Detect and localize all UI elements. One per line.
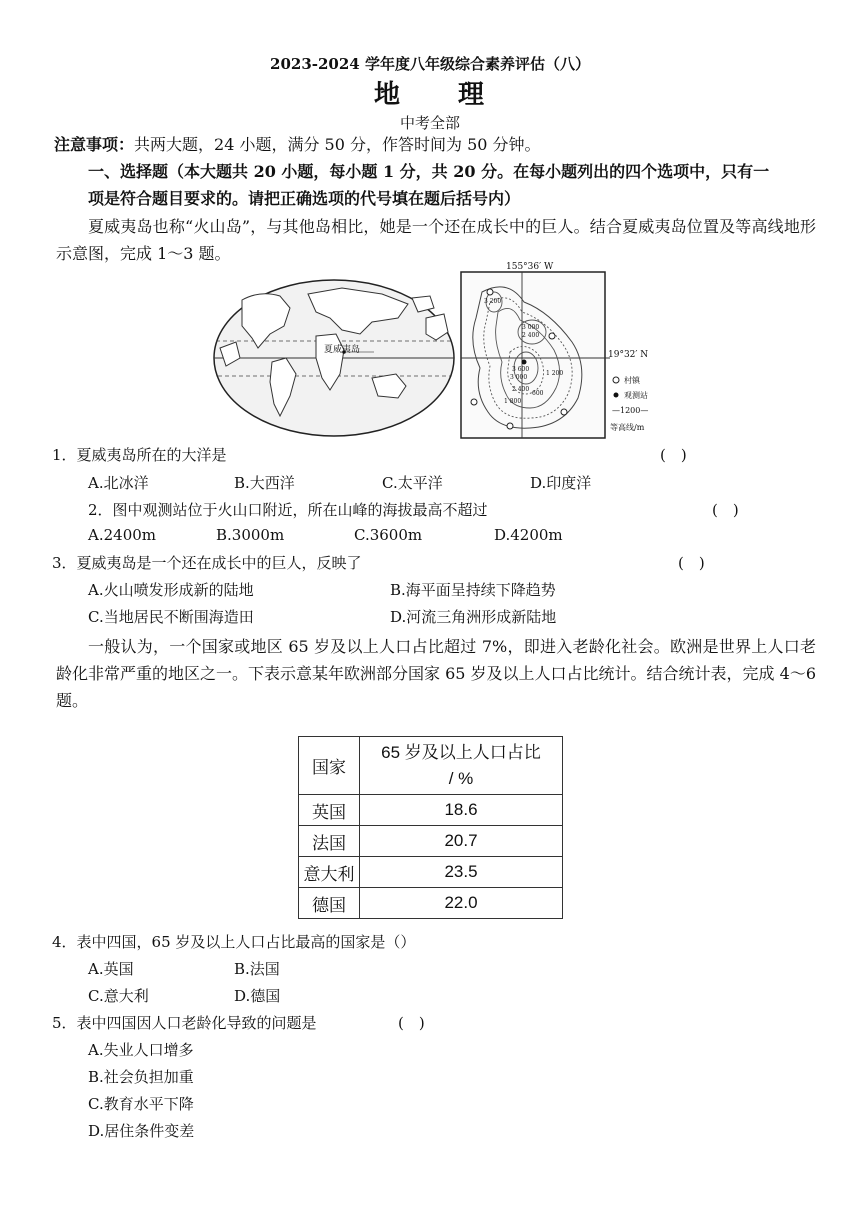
question-4-option-d[interactable]: D.德国 (234, 987, 281, 1005)
question-2-option-a[interactable]: A.2400m (88, 526, 156, 544)
table-row (299, 888, 563, 919)
exam-title: 2023-2024 学年度八年级综合素养评估（八） (270, 55, 590, 73)
table-cell-value: 23.5 (360, 857, 563, 888)
question-3-answer-bracket[interactable]: ( ) (678, 554, 705, 572)
question-2-stem: 2．图中观测站位于火山口附近，所在山峰的海拔最高不超过 (88, 501, 488, 519)
population-table (298, 736, 563, 919)
question-5-answer-bracket[interactable]: ( ) (398, 1014, 425, 1032)
question-5-option-c[interactable]: C.教育水平下降 (88, 1095, 194, 1113)
legend-town-label: 村镇 (624, 376, 640, 385)
table-row (299, 826, 563, 857)
question-1-option-a[interactable]: A.北冰洋 (88, 474, 149, 492)
population-table-grid (298, 736, 563, 919)
question-3-option-a[interactable]: A.火山喷发形成新的陆地 (88, 581, 254, 599)
question-2-answer-bracket[interactable]: ( ) (712, 501, 739, 519)
question-2-option-d[interactable]: D.4200m (494, 526, 563, 544)
question-3-option-c[interactable]: C.当地居民不断围海造田 (88, 608, 254, 626)
question-1-stem: 1．夏威夷岛所在的大洋是 (52, 446, 227, 464)
notice-label: 注意事项： (54, 135, 135, 154)
world-map (212, 278, 456, 438)
legend-contour-unit: 等高线/m (610, 423, 645, 432)
world-map-graphic (212, 278, 456, 438)
table-cell-country: 意大利 (299, 857, 360, 888)
table-header-value-line2: / % (448, 768, 474, 788)
legend-station-label: 观测站 (624, 391, 648, 400)
contour-map (460, 262, 680, 440)
question-4-option-a[interactable]: A.英国 (88, 960, 134, 978)
contour-label: 3 200 (484, 298, 502, 305)
table-cell-country: 英国 (299, 795, 360, 826)
question-4-stem: 4．表中四国，65 岁及以上人口占比最高的国家是（） (52, 933, 416, 951)
question-5-option-b[interactable]: B.社会负担加重 (88, 1068, 194, 1086)
hawaii-map-label: 夏威夷岛 (324, 345, 361, 355)
notice-text: 共两大题，24 小题，满分 50 分，作答时间为 50 分钟。 (134, 135, 541, 154)
question-1-option-b[interactable]: B.大西洋 (234, 474, 295, 492)
exam-scope: 中考全部 (399, 114, 460, 132)
subject-title: 地 理 (373, 80, 486, 110)
question-5-stem: 5．表中四国因人口老龄化导致的问题是 (52, 1014, 317, 1032)
question-3-option-b[interactable]: B.海平面呈持续下降趋势 (390, 581, 556, 599)
notice (54, 132, 541, 155)
section-heading-line2: 项是符合题目要求的。请把正确选项的代号填在题后括号内） (88, 189, 521, 208)
table-cell-country: 法国 (299, 826, 360, 857)
table-cell-value: 22.0 (360, 888, 563, 919)
contour-label: 1 200 (546, 370, 564, 377)
question-2-option-b[interactable]: B.3000m (216, 526, 285, 544)
question-1-answer-bracket[interactable]: ( ) (660, 446, 687, 464)
table-header-country: 国家 (299, 737, 360, 795)
table-cell-country: 德国 (299, 888, 360, 919)
question-4-option-b[interactable]: B.法国 (234, 960, 280, 978)
question-1-option-d[interactable]: D.印度洋 (530, 474, 592, 492)
table-row (299, 857, 563, 888)
contour-label: 3 000 (522, 324, 540, 331)
question-1-option-c[interactable]: C.太平洋 (382, 474, 443, 492)
contour-label: 2 400 (522, 332, 540, 339)
legend-contour-value: 1200 (620, 406, 641, 415)
contour-label: 1 800 (504, 398, 522, 405)
table-cell-value: 18.6 (360, 795, 563, 826)
table-row (299, 795, 563, 826)
latitude-label: 19°32′ N (608, 350, 649, 360)
question-3-stem: 3．夏威夷岛是一个还在成长中的巨人，反映了 (52, 554, 362, 572)
intro-paragraph-2: 一般认为，一个国家或地区 65 岁及以上人口占比超过 7%，即进入老龄化社会。欧洲是世界上人口老龄化非常严重的地区之一。下表示意某年欧洲部分国家 65 岁及以上人口占比统计。结合统计表，完成 4～6 题。 (56, 637, 816, 710)
contour-label: 3 000 (510, 374, 528, 381)
question-5-option-d[interactable]: D.居住条件变差 (88, 1122, 195, 1140)
question-2-option-c[interactable]: C.3600m (354, 526, 423, 544)
contour-label: 3 600 (512, 366, 530, 373)
question-5-option-a[interactable]: A.失业人口增多 (88, 1041, 194, 1059)
legend-contour-sample: —1200— (612, 406, 649, 415)
table-header-value (360, 737, 563, 795)
contour-label: 2 400 (512, 386, 530, 393)
table-header-value-line1: 65 岁及以上人口占比 (381, 742, 541, 762)
table-cell-value: 20.7 (360, 826, 563, 857)
table-header-row (299, 737, 563, 795)
contour-label: 600 (532, 390, 544, 397)
intro-paragraph-1: 夏威夷岛也称“火山岛”，与其他岛相比，她是一个还在成长中的巨人。结合夏威夷岛位置及等高线地形示意图，完成 1～3 题。 (56, 217, 816, 263)
section-heading-line1: 一、选择题（本大题共 20 小题，每小题 1 分，共 20 分。在每小题列出的四个选项中，只有一 (88, 162, 770, 181)
question-4-option-c[interactable]: C.意大利 (88, 987, 149, 1005)
longitude-label: 155°36′ W (506, 262, 554, 272)
question-3-option-d[interactable]: D.河流三角洲形成新陆地 (390, 608, 557, 626)
